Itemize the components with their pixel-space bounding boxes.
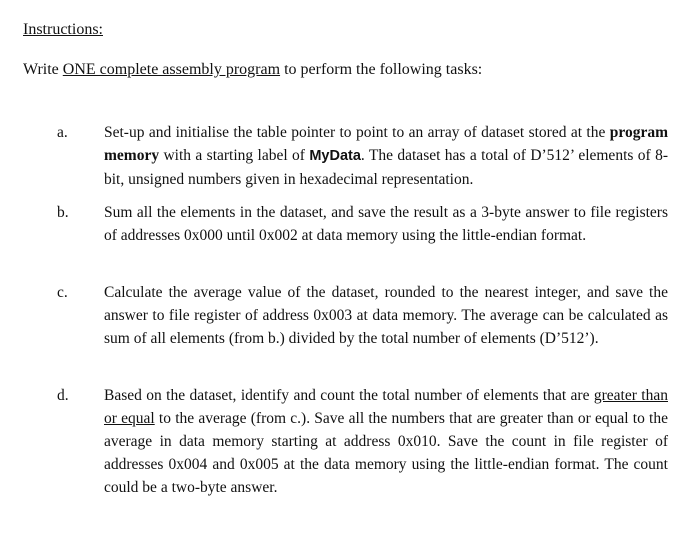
task-text xyxy=(104,384,668,499)
intro-text-before: Write xyxy=(23,61,63,78)
intro-sentence xyxy=(23,60,482,80)
intro-underlined-text: ONE complete assembly program xyxy=(62,61,281,78)
task-text: Calculate the average value of the dataset, rounded to the nearest integer, and save the answer to file register of address 0x003 at data memory. The average can be calculated as sum of all elements (from b.) divided by the total number of elements (D’512’). xyxy=(104,284,668,347)
task-text: Sum all the elements in the dataset, and save the result as a 3-byte answer to file registers of addresses 0x000 until 0x002 at data memory using the little-endian format. xyxy=(104,204,668,244)
task-label: c. xyxy=(57,284,68,301)
task-label: b. xyxy=(57,204,69,221)
task-text-part: Set-up and initialise the table pointer to point to an array of dataset stored at the xyxy=(104,124,610,141)
task-label-name: MyData xyxy=(309,148,361,164)
task-text-part: to the average (from c.). Save all the numbers that are greater than or equal to the average in data memory starting at address 0x010. Save the count in file register of addresses 0x004 and 0x005 at the data memory using the little-endian format. The count could be a two-byte answer. xyxy=(104,410,668,496)
instructions-heading: Instructions: xyxy=(23,21,103,38)
task-text-part: with a starting label of xyxy=(159,147,310,164)
task-label: d. xyxy=(57,387,69,404)
task-text xyxy=(104,121,668,191)
intro-text-after: to perform the following tasks: xyxy=(280,61,483,78)
task-label: a. xyxy=(57,124,68,141)
task-text-part: Based on the dataset, identify and count the total number of elements that are xyxy=(104,387,594,404)
task-text-part: . The dataset has a total of D’512’ elements of 8-bit, unsigned numbers given in hexadecimal representation. xyxy=(104,147,668,188)
task-underlined-text: greater than or equal xyxy=(104,387,668,427)
task-bold-text: program memory xyxy=(104,124,668,164)
